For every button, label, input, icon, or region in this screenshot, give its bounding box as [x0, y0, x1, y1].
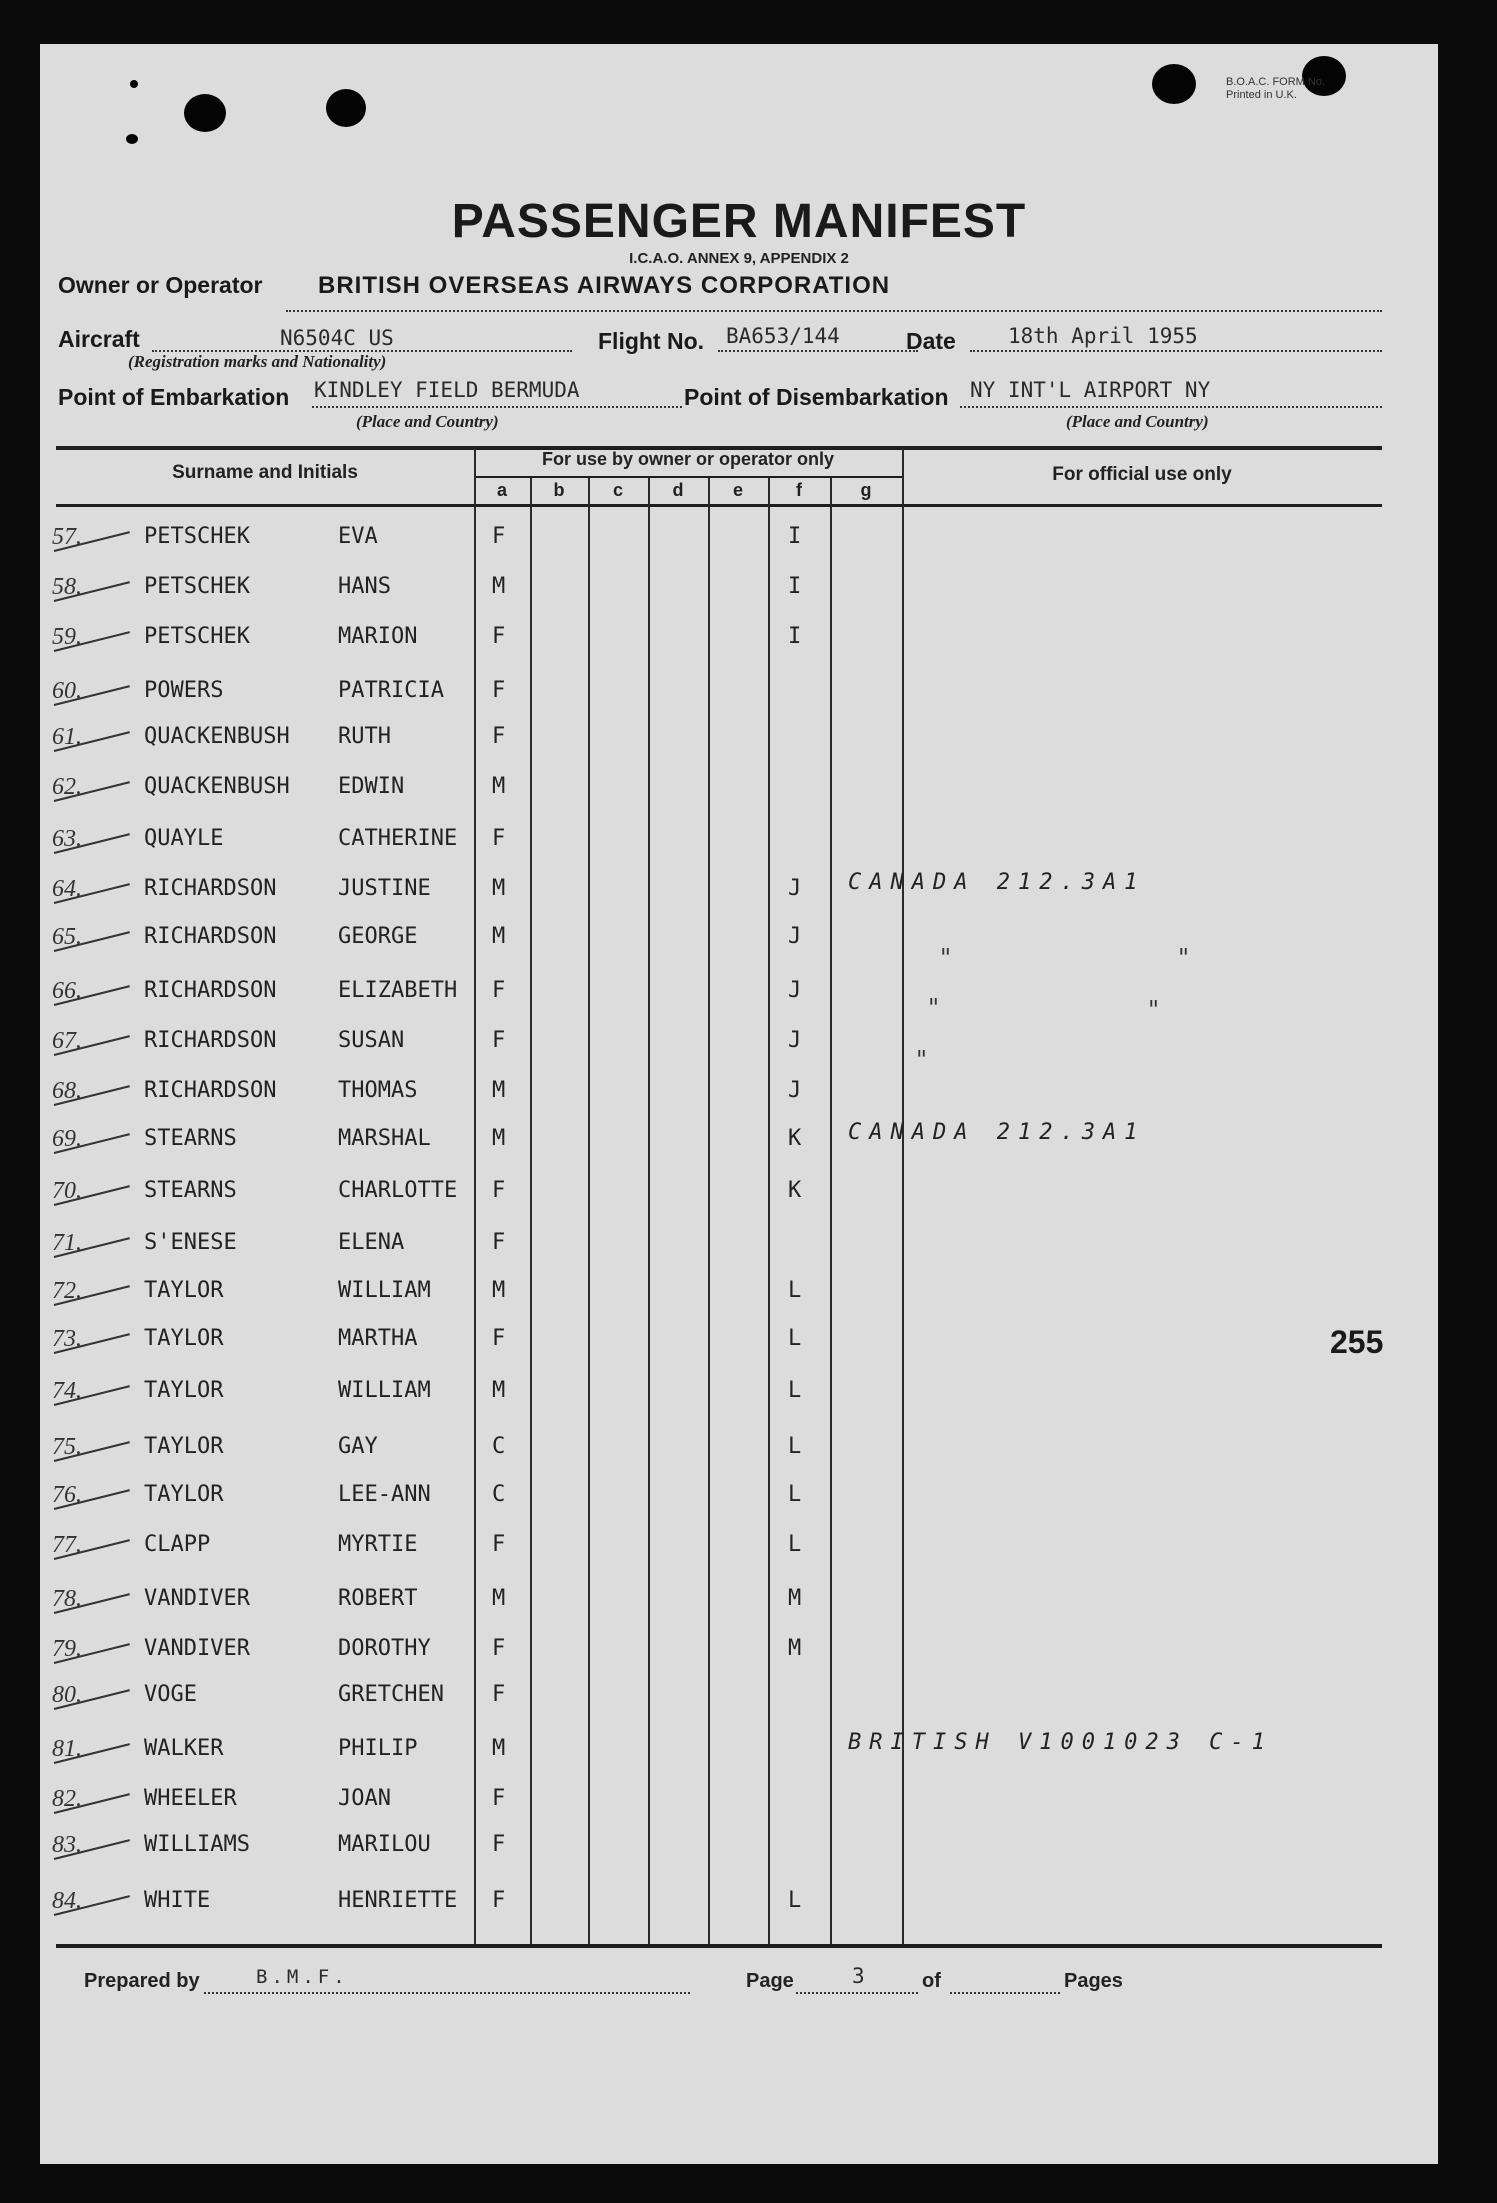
table-row	[40, 1532, 1438, 1568]
surname-cell: TAYLOR	[144, 1482, 224, 1507]
sex-cell: M	[492, 1378, 506, 1403]
column-f-cell: L	[788, 1434, 802, 1459]
column-f-cell: K	[788, 1178, 802, 1203]
column-f-cell: M	[788, 1586, 802, 1611]
column-f-cell: J	[788, 978, 802, 1003]
table-row	[40, 1832, 1438, 1868]
ditto-mark: "	[928, 994, 940, 1022]
surname-cell: TAYLOR	[144, 1378, 224, 1403]
row-number: 74.	[52, 1378, 82, 1404]
surname-cell: RICHARDSON	[144, 876, 277, 901]
table-row	[40, 978, 1438, 1014]
column-f-cell: J	[788, 1078, 802, 1103]
given-name-cell: WILLIAM	[338, 1378, 431, 1403]
sex-cell: M	[492, 1126, 506, 1151]
sex-cell: F	[492, 1178, 506, 1203]
column-f-cell: L	[788, 1888, 802, 1913]
owner-value: BRITISH OVERSEAS AIRWAYS CORPORATION	[318, 272, 891, 299]
column-letter-f: f	[796, 480, 802, 500]
surname-cell: QUACKENBUSH	[144, 774, 290, 799]
sex-cell: F	[492, 978, 506, 1003]
page-value: 3	[852, 1964, 865, 1988]
aircraft-hint: (Registration marks and Nationality)	[128, 352, 387, 371]
row-number: 65.	[52, 924, 82, 950]
given-name-cell: ELENA	[338, 1230, 405, 1255]
sex-cell: F	[492, 1532, 506, 1557]
table-row	[40, 624, 1438, 660]
sex-cell: F	[492, 1028, 506, 1053]
given-name-cell: MARSHAL	[338, 1126, 431, 1151]
manifest-sheet	[40, 44, 1438, 2164]
column-f-cell: J	[788, 876, 802, 901]
sex-cell: F	[492, 1682, 506, 1707]
row-number: 62.	[52, 774, 82, 800]
row-number: 75.	[52, 1434, 82, 1460]
sex-cell: F	[492, 624, 506, 649]
row-number: 71.	[52, 1230, 82, 1256]
surname-cell: TAYLOR	[144, 1278, 224, 1303]
prepared-value: B.M.F.	[256, 1966, 349, 1988]
sex-cell: M	[492, 876, 506, 901]
given-name-cell: EVA	[338, 524, 378, 549]
table-row	[40, 924, 1438, 960]
embarkation-value: KINDLEY FIELD BERMUDA	[314, 378, 580, 402]
given-name-cell: DOROTHY	[338, 1636, 431, 1661]
given-name-cell: LEE-ANN	[338, 1482, 431, 1507]
row-number: 82.	[52, 1786, 82, 1812]
sex-cell: F	[492, 826, 506, 851]
official-note: CANADA 212.3A1	[848, 870, 1146, 895]
given-name-cell: ELIZABETH	[338, 978, 458, 1003]
table-row	[40, 1786, 1438, 1822]
row-number: 76.	[52, 1482, 82, 1508]
table-row	[40, 1730, 1438, 1772]
ditto-mark: "	[1148, 996, 1160, 1024]
official-header: For official use only	[1052, 464, 1232, 485]
surname-cell: VANDIVER	[144, 1636, 250, 1661]
column-f-cell: L	[788, 1532, 802, 1557]
table-bottom-rule	[56, 1944, 1382, 1948]
table-row	[40, 1178, 1438, 1214]
given-name-cell: CATHERINE	[338, 826, 458, 851]
official-note: BRITISH V1001023 C-1	[848, 1730, 1273, 1755]
surname-cell: RICHARDSON	[144, 1028, 277, 1053]
column-f-cell: L	[788, 1378, 802, 1403]
surname-cell: QUAYLE	[144, 826, 224, 851]
table-row	[40, 870, 1438, 912]
owner-label: Owner or Operator	[58, 272, 263, 298]
sex-cell: F	[492, 724, 506, 749]
given-name-cell: JUSTINE	[338, 876, 431, 901]
surname-cell: TAYLOR	[144, 1434, 224, 1459]
surname-header: Surname and Initials	[172, 462, 358, 483]
sex-cell: M	[492, 1078, 506, 1103]
row-number: 63.	[52, 826, 82, 852]
of-label: of	[922, 1970, 941, 1992]
sex-cell: M	[492, 574, 506, 599]
ditto-mark: "	[916, 1046, 928, 1074]
header-bottom-rule	[56, 504, 1382, 507]
table-row	[40, 1434, 1438, 1470]
given-name-cell: HANS	[338, 574, 391, 599]
sex-cell: F	[492, 1786, 506, 1811]
flight-label: Flight No.	[598, 328, 705, 354]
row-number: 61.	[52, 724, 82, 750]
ditto-mark: "	[940, 944, 952, 972]
column-f-cell: I	[788, 574, 802, 599]
form-number: B.O.A.C. FORM No. Printed in U.K.	[1226, 76, 1326, 101]
given-name-cell: PHILIP	[338, 1736, 418, 1761]
sex-cell: C	[492, 1434, 506, 1459]
row-number: 57.	[52, 524, 82, 550]
owner-underline	[286, 310, 1382, 312]
surname-cell: RICHARDSON	[144, 978, 277, 1003]
surname-cell: RICHARDSON	[144, 1078, 277, 1103]
given-name-cell: CHARLOTTE	[338, 1178, 458, 1203]
sex-cell: M	[492, 924, 506, 949]
row-number: 64.	[52, 876, 82, 902]
date-label: Date	[906, 328, 956, 354]
row-number: 58.	[52, 574, 82, 600]
table-row	[40, 1482, 1438, 1518]
prepared-label: Prepared by	[84, 1970, 200, 1992]
ink-speck-1	[126, 134, 138, 144]
sex-cell: F	[492, 1230, 506, 1255]
table-row	[40, 1278, 1438, 1314]
sex-cell: M	[492, 1278, 506, 1303]
date-value: 18th April 1955	[1008, 324, 1198, 348]
sex-cell: C	[492, 1482, 506, 1507]
flight-value: BA653/144	[726, 324, 840, 348]
sex-cell: F	[492, 524, 506, 549]
table-row	[40, 1028, 1438, 1064]
given-name-cell: MARILOU	[338, 1832, 431, 1857]
official-note: CANADA 212.3A1	[848, 1120, 1146, 1145]
pages-label: Pages	[1064, 1970, 1123, 1992]
owner-use-rule	[474, 476, 902, 478]
column-letter-d: d	[672, 480, 684, 500]
row-number: 81.	[52, 1736, 82, 1762]
table-row	[40, 1888, 1438, 1924]
embarkation-underline	[312, 406, 682, 408]
given-name-cell: RUTH	[338, 724, 391, 749]
table-row	[40, 574, 1438, 610]
owner-use-header: For use by owner or operator only	[541, 449, 835, 469]
surname-cell: CLAPP	[144, 1532, 211, 1557]
row-number: 69.	[52, 1126, 82, 1152]
surname-cell: RICHARDSON	[144, 924, 277, 949]
column-letter-b: b	[553, 480, 565, 500]
row-number: 67.	[52, 1028, 82, 1054]
row-number: 78.	[52, 1586, 82, 1612]
page-title: PASSENGER MANIFEST	[451, 195, 1027, 248]
table-row	[40, 1378, 1438, 1414]
column-f-cell: K	[788, 1126, 802, 1151]
sex-cell: F	[492, 1832, 506, 1857]
given-name-cell: GAY	[338, 1434, 378, 1459]
given-name-cell: MYRTIE	[338, 1532, 418, 1557]
flight-underline	[718, 350, 918, 352]
table-row	[40, 678, 1438, 714]
surname-cell: VANDIVER	[144, 1586, 250, 1611]
table-row	[40, 1120, 1438, 1162]
given-name-cell: PATRICIA	[338, 678, 444, 703]
table-row	[40, 1326, 1438, 1362]
given-name-cell: EDWIN	[338, 774, 405, 799]
embarkation-hint: (Place and Country)	[356, 412, 499, 431]
column-f-cell: J	[788, 1028, 802, 1053]
row-number: 66.	[52, 978, 82, 1004]
column-letter-a: a	[496, 480, 507, 500]
page-underline	[796, 1992, 918, 1994]
ditto-mark: "	[1178, 944, 1190, 972]
surname-cell: PETSCHEK	[144, 624, 250, 649]
given-name-cell: JOAN	[338, 1786, 391, 1811]
column-f-cell: I	[788, 524, 802, 549]
row-number: 70.	[52, 1178, 82, 1204]
surname-cell: PETSCHEK	[144, 524, 250, 549]
table-row	[40, 1230, 1438, 1266]
table-row	[40, 1586, 1438, 1622]
date-underline	[970, 350, 1382, 352]
punch-hole-right-1	[1152, 64, 1196, 104]
aircraft-value: N6504C US	[280, 326, 394, 350]
page-stamp-number: 255	[1330, 1324, 1384, 1360]
given-name-cell: GRETCHEN	[338, 1682, 444, 1707]
punch-hole-left-1	[184, 94, 226, 132]
surname-cell: QUACKENBUSH	[144, 724, 290, 749]
surname-cell: WILLIAMS	[144, 1832, 250, 1857]
surname-cell: WHEELER	[144, 1786, 237, 1811]
column-f-cell: M	[788, 1636, 802, 1661]
column-f-cell: J	[788, 924, 802, 949]
row-number: 72.	[52, 1278, 82, 1304]
sex-cell: M	[492, 1586, 506, 1611]
sex-cell: M	[492, 1736, 506, 1761]
prepared-underline	[204, 1992, 690, 1994]
table-row	[40, 524, 1438, 560]
given-name-cell: ROBERT	[338, 1586, 418, 1611]
table-row	[40, 826, 1438, 862]
given-name-cell: THOMAS	[338, 1078, 418, 1103]
surname-cell: VOGE	[144, 1682, 197, 1707]
sex-cell: F	[492, 1326, 506, 1351]
surname-cell: STEARNS	[144, 1126, 237, 1151]
pages-underline	[950, 1992, 1060, 1994]
given-name-cell: WILLIAM	[338, 1278, 431, 1303]
column-letter-c: c	[612, 480, 623, 500]
page-subtitle: I.C.A.O. ANNEX 9, APPENDIX 2	[629, 250, 849, 267]
given-name-cell: SUSAN	[338, 1028, 405, 1053]
page-label: Page	[746, 1970, 794, 1992]
surname-cell: POWERS	[144, 678, 224, 703]
row-number: 80.	[52, 1682, 82, 1708]
given-name-cell: MARION	[338, 624, 418, 649]
column-f-cell: L	[788, 1482, 802, 1507]
surname-cell: WALKER	[144, 1736, 224, 1761]
row-number: 68.	[52, 1078, 82, 1104]
sex-cell: F	[492, 1636, 506, 1661]
ink-speck-2	[130, 80, 138, 88]
column-f-cell: I	[788, 624, 802, 649]
row-number: 83.	[52, 1832, 82, 1858]
disembarkation-value: NY INT'L AIRPORT NY	[970, 378, 1211, 402]
surname-cell: WHITE	[144, 1888, 211, 1913]
disembarkation-label: Point of Disembarkation	[684, 384, 949, 410]
row-number: 59.	[52, 624, 82, 650]
punch-hole-left-2	[326, 89, 366, 127]
row-number: 79.	[52, 1636, 82, 1662]
column-letter-e: e	[732, 480, 743, 500]
surname-cell: S'ENESE	[144, 1230, 237, 1255]
row-number: 84.	[52, 1888, 82, 1914]
sex-cell: F	[492, 1888, 506, 1913]
surname-cell: STEARNS	[144, 1178, 237, 1203]
given-name-cell: MARTHA	[338, 1326, 418, 1351]
surname-cell: TAYLOR	[144, 1326, 224, 1351]
given-name-cell: HENRIETTE	[338, 1888, 458, 1913]
table-row	[40, 1682, 1438, 1718]
disembarkation-underline	[960, 406, 1382, 408]
table-row	[40, 1078, 1438, 1114]
disembarkation-hint: (Place and Country)	[1066, 412, 1209, 431]
sex-cell: M	[492, 774, 506, 799]
row-number: 73.	[52, 1326, 82, 1352]
column-f-cell: L	[788, 1326, 802, 1351]
table-row	[40, 774, 1438, 810]
embarkation-label: Point of Embarkation	[58, 384, 290, 410]
surname-cell: PETSCHEK	[144, 574, 250, 599]
row-number: 60.	[52, 678, 82, 704]
row-number: 77.	[52, 1532, 82, 1558]
column-letter-g: g	[860, 480, 872, 500]
given-name-cell: GEORGE	[338, 924, 418, 949]
table-row	[40, 724, 1438, 760]
table-row	[40, 1636, 1438, 1672]
sex-cell: F	[492, 678, 506, 703]
column-f-cell: L	[788, 1278, 802, 1303]
aircraft-label: Aircraft	[58, 326, 140, 352]
